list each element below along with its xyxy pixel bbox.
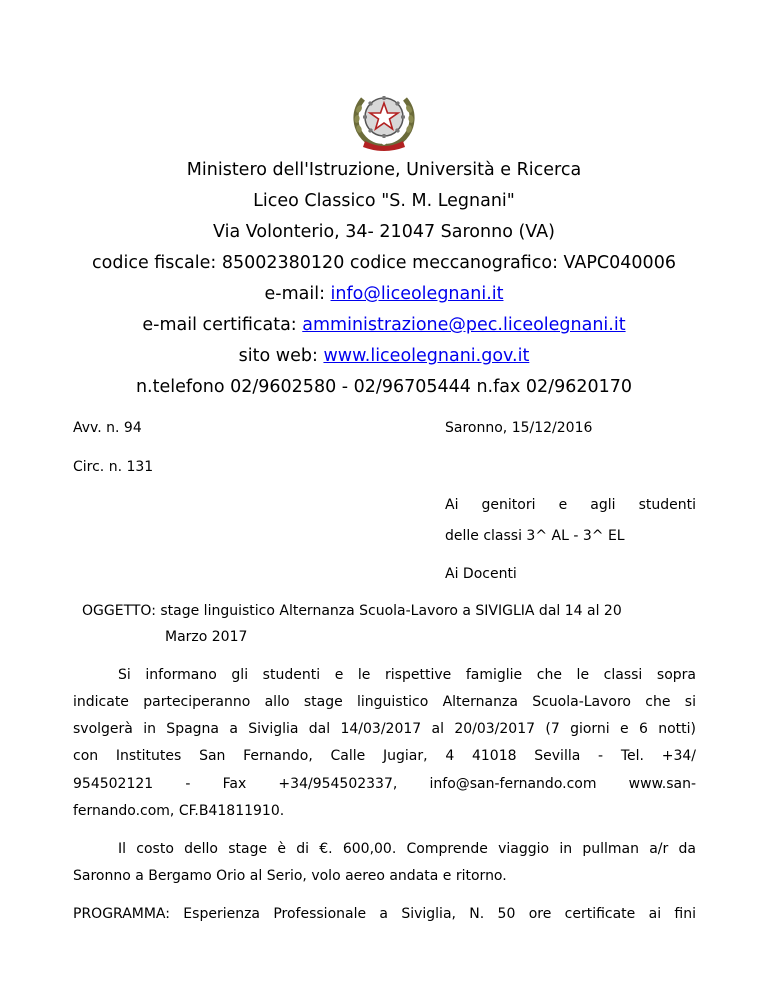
pec-line — [0, 315, 768, 335]
web-line — [0, 346, 768, 366]
school-address: Via Volonterio, 34- 21047 Saronno (VA) — [213, 222, 555, 242]
body-p3-line-1: PROGRAMMA: Esperienza Professionale a Siviglia, N. 50 ore certificate ai fini — [73, 906, 696, 922]
school-name: Liceo Classico "S. M. Legnani" — [253, 191, 515, 211]
recipient-line-1: Ai genitori e agli studenti — [445, 497, 696, 513]
email-link[interactable]: info@liceolegnani.it — [330, 284, 504, 304]
body-p1-line-2: indicate parteciperanno allo stage linguistico Alternanza Scuola-Lavoro che si — [73, 694, 696, 710]
ministry-line: Ministero dell'Istruzione, Università e Ricerca — [186, 160, 582, 180]
pec-link[interactable]: amministrazione@pec.liceolegnani.it — [302, 315, 626, 335]
web-link[interactable]: www.liceolegnani.gov.it — [323, 346, 530, 366]
recipient-line-3: Ai Docenti — [445, 566, 517, 582]
email-label: e-mail: — [264, 284, 331, 304]
body-p1-line-1: Si informano gli studenti e le rispettive famiglie che le classi sopra — [118, 667, 696, 683]
recipient-line-2: delle classi 3^ AL - 3^ EL — [445, 528, 625, 544]
body-p1-line-6: fernando.com, CF.B41811910. — [73, 803, 285, 819]
italian-republic-emblem — [349, 85, 419, 151]
school-codes: codice fiscale: 85002380120 codice meccanografico: VAPC040006 — [92, 253, 676, 273]
web-label: sito web: — [238, 346, 324, 366]
avviso-number: Avv. n. 94 — [73, 420, 142, 436]
circolare-number: Circ. n. 131 — [73, 459, 154, 475]
subject-line-2: Marzo 2017 — [165, 629, 248, 645]
subject-line-1: OGGETTO: stage linguistico Alternanza Scuola-Lavoro a SIVIGLIA dal 14 al 20 — [82, 603, 622, 619]
body-p1-line-5: 954502121 - Fax +34/954502337, info@san-fernando.com www.san- — [73, 776, 696, 792]
phones-line: n.telefono 02/9602580 - 02/96705444 n.fax 02/9620170 — [135, 377, 633, 397]
body-p1-line-3: svolgerà in Spagna a Siviglia dal 14/03/2017 al 20/03/2017 (7 giorni e 6 notti) — [73, 721, 696, 737]
email-line — [0, 284, 768, 304]
pec-label: e-mail certificata: — [142, 315, 303, 335]
body-p2-line-2: Saronno a Bergamo Orio al Serio, volo aereo andata e ritorno. — [73, 868, 507, 884]
body-p1-line-4: con Institutes San Fernando, Calle Jugiar, 4 41018 Sevilla - Tel. +34/ — [73, 748, 696, 764]
body-p2-line-1: Il costo dello stage è di €. 600,00. Comprende viaggio in pullman a/r da — [118, 841, 696, 857]
document-date: Saronno, 15/12/2016 — [445, 420, 593, 436]
